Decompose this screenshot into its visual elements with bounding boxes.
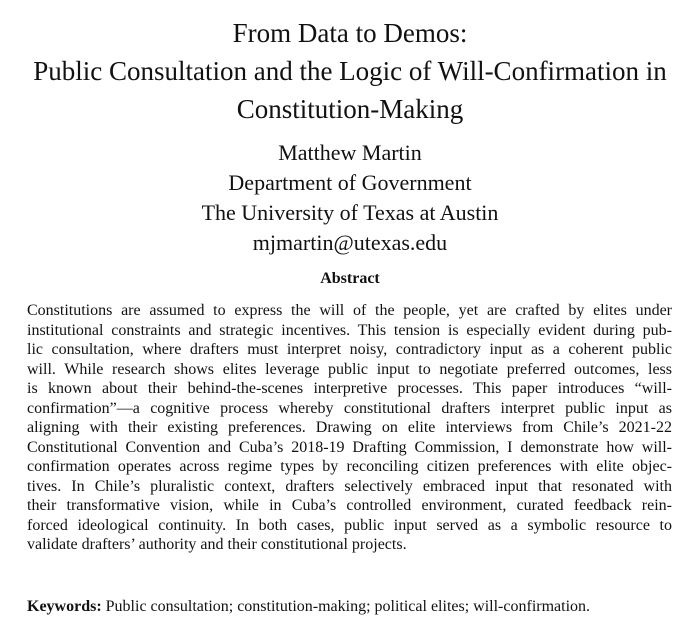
author-email: mjmartin@utexas.edu xyxy=(252,230,448,255)
abstract-line: aligning with their existing preferences. Drawing on elite interviews from Chile’s 2021-22 xyxy=(27,419,672,436)
abstract-line: Constitutional Convention and Cuba’s 2018-19 Drafting Commission, I demonstrate how will- xyxy=(27,438,672,456)
author-block xyxy=(0,138,700,258)
abstract-line: is known about their behind-the-scenes interpretive processes. This paper introduces “will- xyxy=(27,380,672,397)
abstract-line: Constitutions are assumed to express the will of the people, yet are crafted by elites under xyxy=(27,302,672,319)
author-department: Department of Government xyxy=(228,170,472,195)
abstract-line: confirmation operates across regime types by reconciling citizen preferences with elite objec- xyxy=(27,458,672,475)
abstract-line: confirmation”—a cognitive process whereby constitutional drafters interpret public input as xyxy=(27,399,672,417)
abstract-line: their transformative vision, while in Cuba’s controlled environment, curated feedback rein- xyxy=(27,497,672,514)
abstract-body xyxy=(27,301,672,555)
abstract-line: institutional constraints and strategic incentives. This tension is especially evident during pub- xyxy=(27,321,672,339)
abstract-line: validate drafters’ authority and their constitutional projects. xyxy=(27,536,407,553)
title-line-3: Constitution-Making xyxy=(236,94,464,124)
title-line-1: From Data to Demos: xyxy=(232,18,468,48)
abstract-line: lic consultation, where drafters must interpret noisy, contradictory input as a coherent public xyxy=(27,341,672,358)
abstract-heading: Abstract xyxy=(320,270,380,287)
keywords-line xyxy=(27,597,672,617)
abstract-line: forced ideological continuity. In both cases, public input served as a symbolic resource to xyxy=(27,516,672,534)
author-name: Matthew Martin xyxy=(278,140,422,165)
author-institution: The University of Texas at Austin xyxy=(201,200,499,225)
abstract-line: tives. In Chile’s pluralistic context, drafters selectively embraced input that resonated with xyxy=(27,477,672,495)
keywords-text: Public consultation; constitution-making; political elites; will-confirmation. xyxy=(105,598,591,615)
paper-title xyxy=(0,14,700,128)
abstract-line: will. While research shows elites leverage public input to negotiate preferred outcomes, less xyxy=(27,360,672,378)
title-line-2: Public Consultation and the Logic of Will-Confirmation in xyxy=(33,56,667,86)
keywords-label: Keywords: xyxy=(27,598,102,615)
